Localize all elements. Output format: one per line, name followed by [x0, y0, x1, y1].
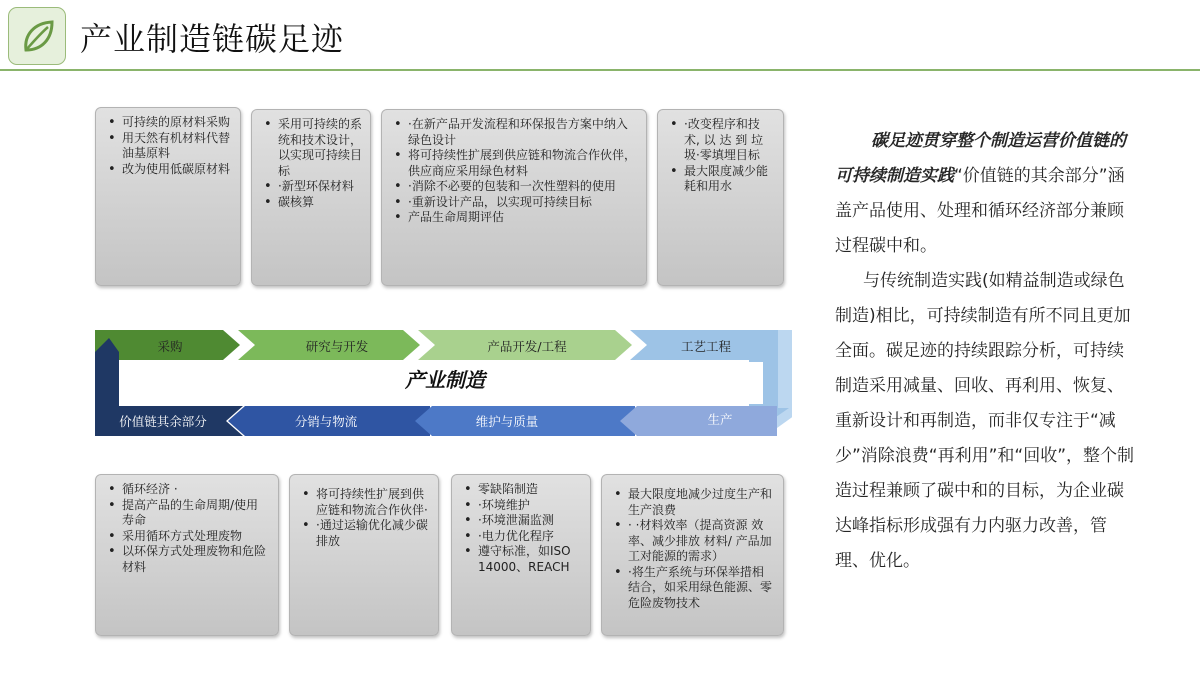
list-item: • 最大限度地减少过度生产和生产浪费 [628, 487, 775, 518]
list-item: • 以环保方式处理废物和危险材料 [122, 544, 270, 575]
list-item: • ·环境维护 [478, 498, 582, 514]
top-card-procurement [95, 107, 241, 286]
stage-label-rnd: 研究与开发 [305, 339, 369, 354]
side-paragraph-1 [835, 124, 1135, 264]
list-item: • 最大限度减少能耗和用水 [684, 164, 775, 195]
bottom-card-distribution [289, 474, 439, 636]
list-item: • ·重新设计产品，以实现可持续目标 [408, 195, 638, 211]
list-item: • ·改变程序和技术, 以 达 到 垃圾·零填埋目标 [684, 117, 775, 164]
list-item: • ·在新产品开发流程和环保报告方案中纳入绿色设计 [408, 117, 638, 148]
list-item: • 改为使用低碳原材料 [122, 162, 232, 178]
side-paragraph-2: 与传统制造实践(如精益制造或绿色制造)相比，可持续制造有所不同且更加全面。碳足迹的持续跟踪分析，可持续制造采用减量、回收、再利用、恢复、重新设计和再制造，而非仅专注于“减少”消除浪费“再利用”和“回收”，整个制造过程兼顾了碳中和的目标，为企业碳达峰指标形成强有力内驱力改善，管理、优化。 [835, 271, 1135, 571]
list-item: • 碳核算 [278, 195, 362, 211]
side-description [835, 124, 1135, 579]
list-item: • ·电力优化程序 [478, 529, 582, 545]
stage-label-distribution: 分销与物流 [294, 414, 358, 429]
list-item: • ·通过运输优化减少碳排放 [316, 518, 430, 549]
bottom-card-maintenance [451, 474, 591, 636]
list-item: • 将可持续性扩展到供应链和物流合作伙伴，供应商应采用绿色材料 [408, 148, 638, 179]
side-emphasis: 碳足迹贯穿整个制造运营价值链的可持续制造实践 [835, 131, 1126, 186]
list-item: • ·将生产系统与环保举措相结合，如采用绿色能源、零危险废物技术 [628, 565, 775, 612]
stage-label-maintenance: 维护与质量 [475, 414, 539, 429]
stage-label-procurement: 采购 [157, 339, 183, 354]
list-item: • 循环经济 · [122, 482, 270, 498]
top-card-process-eng [657, 109, 784, 286]
list-item: • 用天然有机材料代替油基原料 [122, 131, 232, 162]
stage-label-process-eng: 工艺工程 [680, 339, 731, 354]
bottom-card-value-chain [95, 474, 279, 636]
top-card-product-dev [381, 109, 647, 286]
leaf-logo [8, 7, 66, 65]
bottom-card-production [601, 474, 784, 636]
list-item: • 提高产品的生命周期/使用寿命 [122, 498, 270, 529]
leaf-icon [18, 17, 58, 57]
top-card-rnd [251, 109, 371, 286]
stage-label-product-dev: 产品开发/工程 [487, 339, 567, 354]
list-item: • ·环境泄漏监测 [478, 513, 582, 529]
list-item: • · ·材料效率（提高资源 效率、减少排放 材料/ 产品加工对能源的需求） [628, 518, 775, 565]
stage-label-production: 生产 [707, 412, 733, 427]
list-item: • 遵守标准，如ISO 14000、REACH [478, 544, 582, 575]
list-item: • 采用循环方式处理废物 [122, 529, 270, 545]
list-item: • ·消除不必要的包装和一次性塑料的使用 [408, 179, 638, 195]
stage-label-value-chain: 价值链其余部分 [119, 414, 207, 429]
flow-center-label: 产业制造 [405, 368, 485, 392]
page-title: 产业制造链碳足迹 [80, 20, 345, 58]
list-item: • 采用可持续的系统和技术设计，以实现可持续目标 [278, 117, 362, 179]
list-item: • 将可持续性扩展到供应链和物流合作伙伴· [316, 487, 430, 518]
list-item: • 零缺陷制造 [478, 482, 582, 498]
list-item: • 产品生命周期评估 [408, 210, 638, 226]
side-paragraph-1-rest: “价值链的其余部分”涵盖产品使用、处理和循环经济部分兼顾过程碳中和。 [835, 166, 1125, 256]
list-item: • 可持续的原材料采购 [122, 115, 232, 131]
list-item: • ·新型环保材料 [278, 179, 362, 195]
title-divider [0, 69, 1200, 71]
